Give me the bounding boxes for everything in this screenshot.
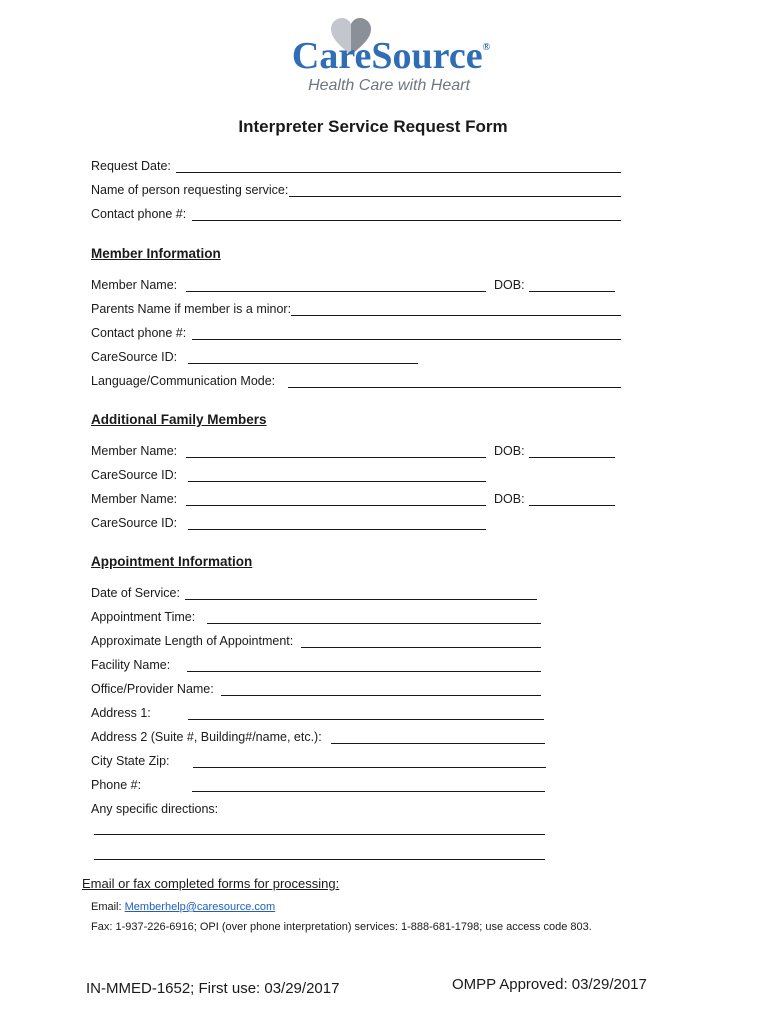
directions-line-2[interactable] (94, 859, 545, 860)
fax-line: Fax: 1-937-226-6916; OPI (over phone interpretation) services: 1-888-681-1798; use access code 803. (91, 921, 592, 933)
member-phone-field[interactable] (91, 326, 621, 346)
family-member-1-id-line[interactable] (188, 481, 486, 482)
family-member-1-id-field[interactable] (91, 468, 491, 488)
member-caresource-id-label: CareSource ID: (91, 350, 178, 364)
appointment-time-line[interactable] (207, 623, 541, 624)
language-field[interactable] (91, 374, 621, 394)
brand-name: CareSource® (291, 35, 491, 77)
parents-name-label: Parents Name if member is a minor: (91, 302, 292, 316)
family-member-2-dob-line[interactable] (529, 505, 615, 506)
city-state-zip-field[interactable] (91, 754, 547, 774)
email-label: Email: (91, 901, 122, 913)
member-caresource-id-field[interactable] (91, 350, 421, 370)
member-name-field[interactable] (91, 278, 616, 298)
family-member-1-id-label: CareSource ID: (91, 468, 178, 482)
provider-name-label: Office/Provider Name: (91, 682, 214, 696)
member-info-heading: Member Information (91, 246, 221, 261)
service-date-label: Date of Service: (91, 586, 180, 600)
city-state-zip-label: City State Zip: (91, 754, 170, 768)
member-name-line[interactable] (186, 291, 486, 292)
appointment-time-label: Appointment Time: (91, 610, 196, 624)
processing-heading: Email or fax completed forms for processing: (82, 876, 340, 891)
member-dob-line[interactable] (529, 291, 615, 292)
language-line[interactable] (288, 387, 621, 388)
request-date-field[interactable] (91, 159, 621, 179)
address-2-line[interactable] (331, 743, 545, 744)
email-line (91, 901, 275, 913)
city-state-zip-line[interactable] (193, 767, 546, 768)
family-member-1-dob-label: DOB: (494, 444, 525, 458)
address-2-label: Address 2 (Suite #, Building#/name, etc.): (91, 730, 322, 744)
facility-phone-label: Phone #: (91, 778, 142, 792)
requester-phone-field[interactable] (91, 207, 621, 227)
requester-phone-line[interactable] (192, 220, 621, 221)
family-member-2-dob-label: DOB: (494, 492, 525, 506)
service-date-field[interactable] (91, 586, 541, 606)
footer-approval: OMPP Approved: 03/29/2017 (452, 976, 647, 993)
appointment-length-label: Approximate Length of Appointment: (91, 634, 294, 648)
member-name-label: Member Name: (91, 278, 178, 292)
address-1-label: Address 1: (91, 706, 151, 720)
footer-form-id: IN-MMED-1652; First use: 03/29/2017 (86, 980, 340, 997)
facility-phone-line[interactable] (192, 791, 545, 792)
address-2-field[interactable] (91, 730, 546, 750)
form-title: Interpreter Service Request Form (238, 117, 508, 136)
family-member-2-id-label: CareSource ID: (91, 516, 178, 530)
directions-field (91, 802, 546, 822)
address-1-field[interactable] (91, 706, 546, 726)
registered-mark: ® (482, 42, 491, 53)
provider-name-line[interactable] (221, 695, 541, 696)
requester-name-label: Name of person requesting service: (91, 183, 289, 197)
family-member-1-name-field[interactable] (91, 444, 616, 464)
directions-line-1[interactable] (94, 834, 545, 835)
brand-tagline: Health Care with Heart (308, 77, 470, 94)
family-member-2-name-field[interactable] (91, 492, 616, 512)
family-member-2-name-line[interactable] (186, 505, 486, 506)
member-dob-label: DOB: (494, 278, 525, 292)
parents-name-field[interactable] (91, 302, 621, 322)
facility-phone-field[interactable] (91, 778, 546, 798)
appointment-length-field[interactable] (91, 634, 543, 654)
facility-name-field[interactable] (91, 658, 543, 678)
family-member-2-id-line[interactable] (188, 529, 486, 530)
family-member-2-id-field[interactable] (91, 516, 491, 536)
service-date-line[interactable] (185, 599, 537, 600)
family-member-2-name-label: Member Name: (91, 492, 178, 506)
directions-label: Any specific directions: (91, 802, 219, 816)
appointment-time-field[interactable] (91, 610, 543, 630)
family-member-1-name-label: Member Name: (91, 444, 178, 458)
request-date-label: Request Date: (91, 159, 171, 173)
member-phone-label: Contact phone #: (91, 326, 187, 340)
family-member-1-dob-line[interactable] (529, 457, 615, 458)
member-phone-line[interactable] (192, 339, 621, 340)
requester-name-line[interactable] (289, 196, 621, 197)
family-heading: Additional Family Members (91, 412, 267, 427)
appointment-heading: Appointment Information (91, 554, 253, 569)
request-date-line[interactable] (176, 172, 621, 173)
parents-name-line[interactable] (291, 315, 621, 316)
member-caresource-id-line[interactable] (188, 363, 418, 364)
facility-name-line[interactable] (187, 671, 541, 672)
facility-name-label: Facility Name: (91, 658, 171, 672)
provider-name-field[interactable] (91, 682, 543, 702)
requester-name-field[interactable] (91, 183, 621, 203)
language-label: Language/Communication Mode: (91, 374, 276, 388)
appointment-length-line[interactable] (301, 647, 541, 648)
email-link[interactable]: Memberhelp@caresource.com (124, 901, 276, 913)
requester-phone-label: Contact phone #: (91, 207, 187, 221)
family-member-1-name-line[interactable] (186, 457, 486, 458)
address-1-line[interactable] (188, 719, 544, 720)
